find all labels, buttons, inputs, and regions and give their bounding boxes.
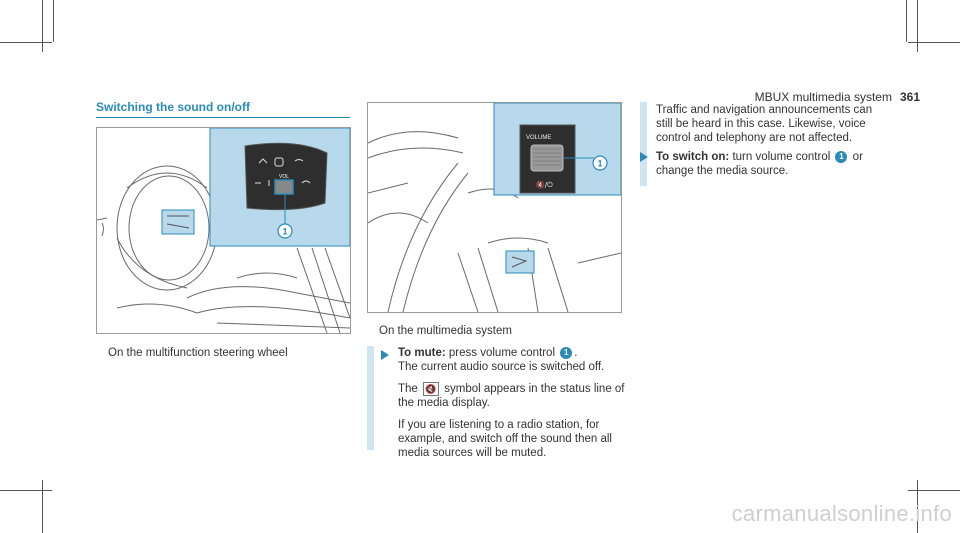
step-arrow-icon	[640, 152, 648, 162]
volume-label: VOLUME	[526, 135, 552, 141]
mute-power-symbol: 🔇/⏻	[536, 181, 553, 189]
crop-mark	[42, 0, 43, 52]
symbol-text-end: symbol appears in the status line of the media display.	[398, 383, 625, 410]
crop-mark	[53, 0, 54, 42]
mute-example: If you are listening to a radio station, for example, and switch off the sound then all media sources will be muted.	[398, 419, 612, 460]
mute-label: To mute:	[398, 347, 446, 359]
figure-multimedia-system	[367, 102, 622, 313]
mute-result-text: The current audio source is switched off.	[398, 361, 605, 373]
crop-mark	[917, 0, 918, 52]
section-title: Switching the sound on/off	[96, 100, 250, 114]
symbol-text: The	[398, 383, 418, 396]
watermark: carmanualsonline.info	[731, 501, 952, 526]
callout-marker: 1	[597, 158, 603, 169]
step-bar	[367, 346, 374, 450]
vol-label: VOL	[279, 174, 290, 180]
steering-wheel-illustration	[97, 128, 350, 333]
mute-text-end: .	[574, 347, 578, 359]
figure1-caption: On the multifunction steering wheel	[108, 347, 288, 359]
callout-marker: 1	[560, 347, 572, 359]
figure-steering-wheel	[96, 127, 351, 334]
mute-text: press volume control	[448, 347, 556, 359]
multimedia-illustration	[368, 103, 621, 312]
switch-on-text-end: or change the media source.	[656, 151, 863, 177]
note-text: Traffic and navigation announcements can still be heard in this case. Likewise, voice control and telephony are not affected.	[656, 104, 873, 144]
crop-mark	[0, 490, 52, 491]
switch-on-text: turn volume control	[732, 151, 831, 163]
note-bar	[640, 102, 647, 150]
crop-mark	[908, 490, 960, 491]
crop-mark	[0, 42, 52, 43]
switch-on-label: To switch on:	[656, 151, 730, 163]
mute-step	[398, 346, 626, 468]
step-arrow-icon	[381, 350, 389, 360]
switch-on-step	[656, 150, 884, 178]
figure2-caption: On the multimedia system	[379, 325, 512, 337]
title-rule	[96, 117, 350, 118]
header-title: MBUX multimedia system	[754, 90, 892, 104]
crop-mark	[908, 42, 960, 43]
callout-marker: 1	[282, 226, 288, 237]
callout-marker: 1	[835, 151, 847, 163]
page-header	[755, 90, 920, 104]
crop-mark	[42, 480, 43, 533]
crop-mark	[906, 0, 907, 42]
mute-symbol-icon: 🔇	[423, 382, 439, 396]
page-number: 361	[899, 90, 920, 104]
